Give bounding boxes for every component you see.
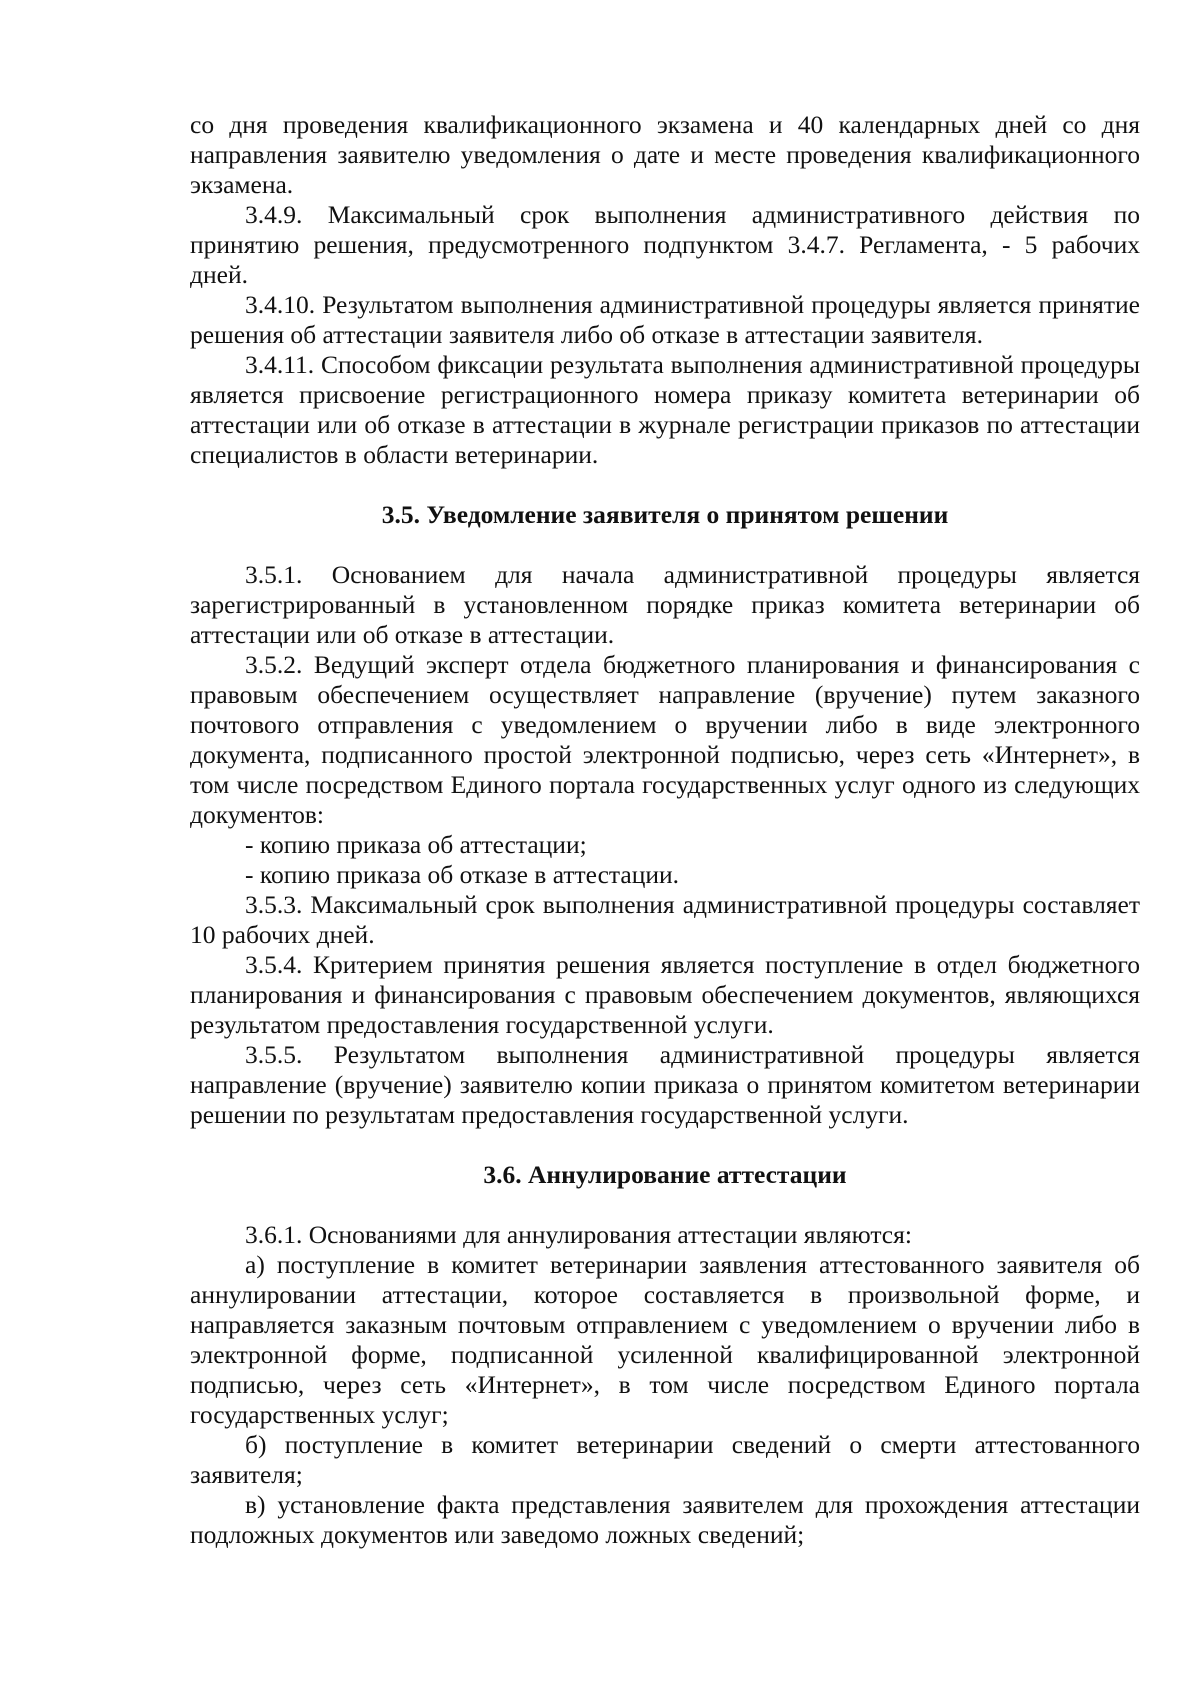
document-page	[190, 110, 1140, 1550]
list-item: - копию приказа об отказе в аттестации.	[245, 860, 680, 889]
list-item-v: в) установление факта представления заявителем для прохождения аттестации подложных документов или заведомо ложных сведений;	[190, 1490, 1140, 1549]
paragraph-3-5-5: 3.5.5. Результатом выполнения административной процедуры является направление (вручение) заявителю копии приказа о принятом комитетом ветеринарии решении по результатам предоставления государственной услуги.	[190, 1040, 1140, 1129]
section-3-5-heading: 3.5. Уведомление заявителя о принятом решении	[381, 500, 949, 529]
list-item-b: б) поступление в комитет ветеринарии сведений о смерти аттестованного заявителя;	[190, 1430, 1140, 1489]
paragraph-continuation: со дня проведения квалификационного экзамена и 40 календарных дней со дня направления заявителю уведомления о дате и месте проведения квалификационного экзамена.	[190, 110, 1140, 199]
paragraph-3-4-11: 3.4.11. Способом фиксации результата выполнения административной процедуры является присвоение регистрационного номера приказу комитета ветеринарии об аттестации или об отказе в аттестации в журнале регистрации приказов по аттестации специалистов в области ветеринарии.	[190, 350, 1140, 469]
list-item: - копию приказа об аттестации;	[245, 830, 587, 859]
paragraph-3-6-1: 3.6.1. Основаниями для аннулирования аттестации являются:	[245, 1220, 912, 1249]
paragraph-3-5-3: 3.5.3. Максимальный срок выполнения административной процедуры составляет 10 рабочих дней.	[190, 890, 1140, 949]
paragraph-3-5-4: 3.5.4. Критерием принятия решения является поступление в отдел бюджетного планирования и финансирования с правовым обеспечением документов, являющихся результатом предоставления государственной услуги.	[190, 950, 1140, 1039]
paragraph-3-4-10: 3.4.10. Результатом выполнения административной процедуры является принятие решения об аттестации заявителя либо об отказе в аттестации заявителя.	[190, 290, 1140, 349]
list-item-a: а) поступление в комитет ветеринарии заявления аттестованного заявителя об аннулировании аттестации, которое составляется в произвольной форме, и направляется заказным почтовым отправлением с уведомлением о вручении либо в электронной форме, подписанной усиленной квалифицированной электронной подписью, через сеть «Интернет», в том числе посредством Единого портала государственных услуг;	[190, 1250, 1140, 1429]
paragraph-3-4-9: 3.4.9. Максимальный срок выполнения административного действия по принятию решения, предусмотренного подпунктом 3.4.7. Регламента, - 5 рабочих дней.	[190, 200, 1140, 289]
paragraph-3-5-1: 3.5.1. Основанием для начала административной процедуры является зарегистрированный в установленном порядке приказ комитета ветеринарии об аттестации или об отказе в аттестации.	[190, 560, 1140, 649]
section-3-6-heading: 3.6. Аннулирование аттестации	[483, 1160, 847, 1189]
paragraph-3-5-2: 3.5.2. Ведущий эксперт отдела бюджетного планирования и финансирования с правовым обеспечением осуществляет направление (вручение) путем заказного почтового отправления с уведомлением о вручении либо в виде электронного документа, подписанного простой электронной подписью, через сеть «Интернет», в том числе посредством Единого портала государственных услуг одного из следующих документов:	[190, 650, 1140, 829]
